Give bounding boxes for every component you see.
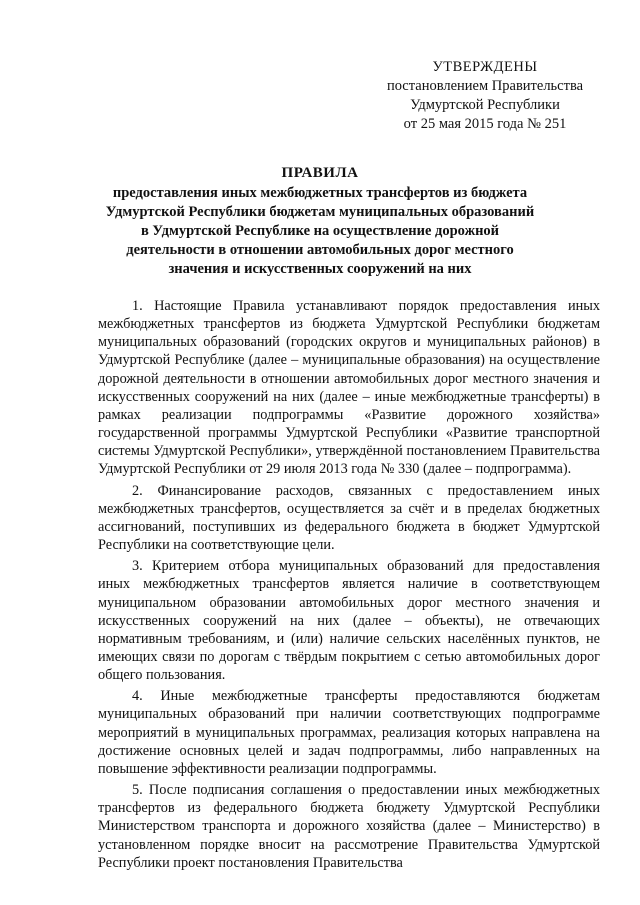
approval-line-3: от 25 мая 2015 года № 251 [403, 116, 567, 132]
approval-line-2: Удмуртской Республики [410, 97, 560, 113]
approval-stamp [370, 58, 600, 134]
title-subtitle: предоставления иных межбюджетных трансфертов из бюджета Удмуртской Республики бюджетам муниципальных образований в Удмуртской Республике на осуществление дорожной деятельности в отношении автомобильных дорог местного значения и искусственных сооружений на них [105, 185, 535, 277]
paragraph-4: 4. Иные межбюджетные трансферты предоставляются бюджетам муниципальных образований при наличии соответствующих подпрограмме мероприятий в муниципальных программах, реализация которых направлена на достижение основных целей и задач подпрограммы, либо направленных на повышение эффективности реализации подпрограммы. [98, 688, 600, 777]
document-title [105, 164, 535, 279]
document-body [98, 297, 600, 875]
approval-heading: УТВЕРЖДЕНЫ [432, 59, 538, 75]
paragraph-5: 5. После подписания соглашения о предоставлении иных межбюджетных трансфертов из федерального бюджета бюджету Удмуртской Республики Министерством транспорта и дорожного хозяйства (далее – Министерство) в установленном порядке вносит на рассмотрение Правительства Удмуртской Республики проект постановления Правительства [98, 782, 600, 871]
approval-line-1: постановлением Правительства [386, 78, 584, 94]
title-main: ПРАВИЛА [281, 165, 359, 181]
paragraph-3: 3. Критерием отбора муниципальных образований для предоставления иных межбюджетных трансфертов является наличие в соответствующем муниципальном образовании автомобильных дорог местного значения и искусственных сооружений на них (далее – объекты), не отвечающих нормативным требованиям, и (или) наличие сельских населённых пунктов, не имеющих связи по дорогам с твёрдым покрытием с сетью автомобильных дорог общего пользования. [98, 558, 600, 684]
paragraph-1: 1. Настоящие Правила устанавливают порядок предоставления иных межбюджетных трансфертов из бюджета Удмуртской Республики бюджетам муниципальных образований (городских округов и муниципальных районов) в Удмуртской Республике (далее – муниципальные образования) на осуществление дорожной деятельности в отношении автомобильных дорог местного значения и искусственных сооружений на них (далее – иные межбюджетные трансферты) в рамках реализации подпрограммы «Развитие дорожного хозяйства» государственной программы Удмуртской Республики «Развитие транспортной системы Удмуртской Республики», утверждённой постановлением Правительства Удмуртской Республики от 29 июля 2013 года № 330 (далее – подпрограмма). [98, 298, 600, 478]
paragraph-2: 2. Финансирование расходов, связанных с предоставлением иных межбюджетных трансфертов, осуществляется за счёт и в пределах бюджетных ассигнований, поступивших из федерального бюджета в бюджет Удмуртской Республики на соответствующие цели. [98, 482, 600, 554]
